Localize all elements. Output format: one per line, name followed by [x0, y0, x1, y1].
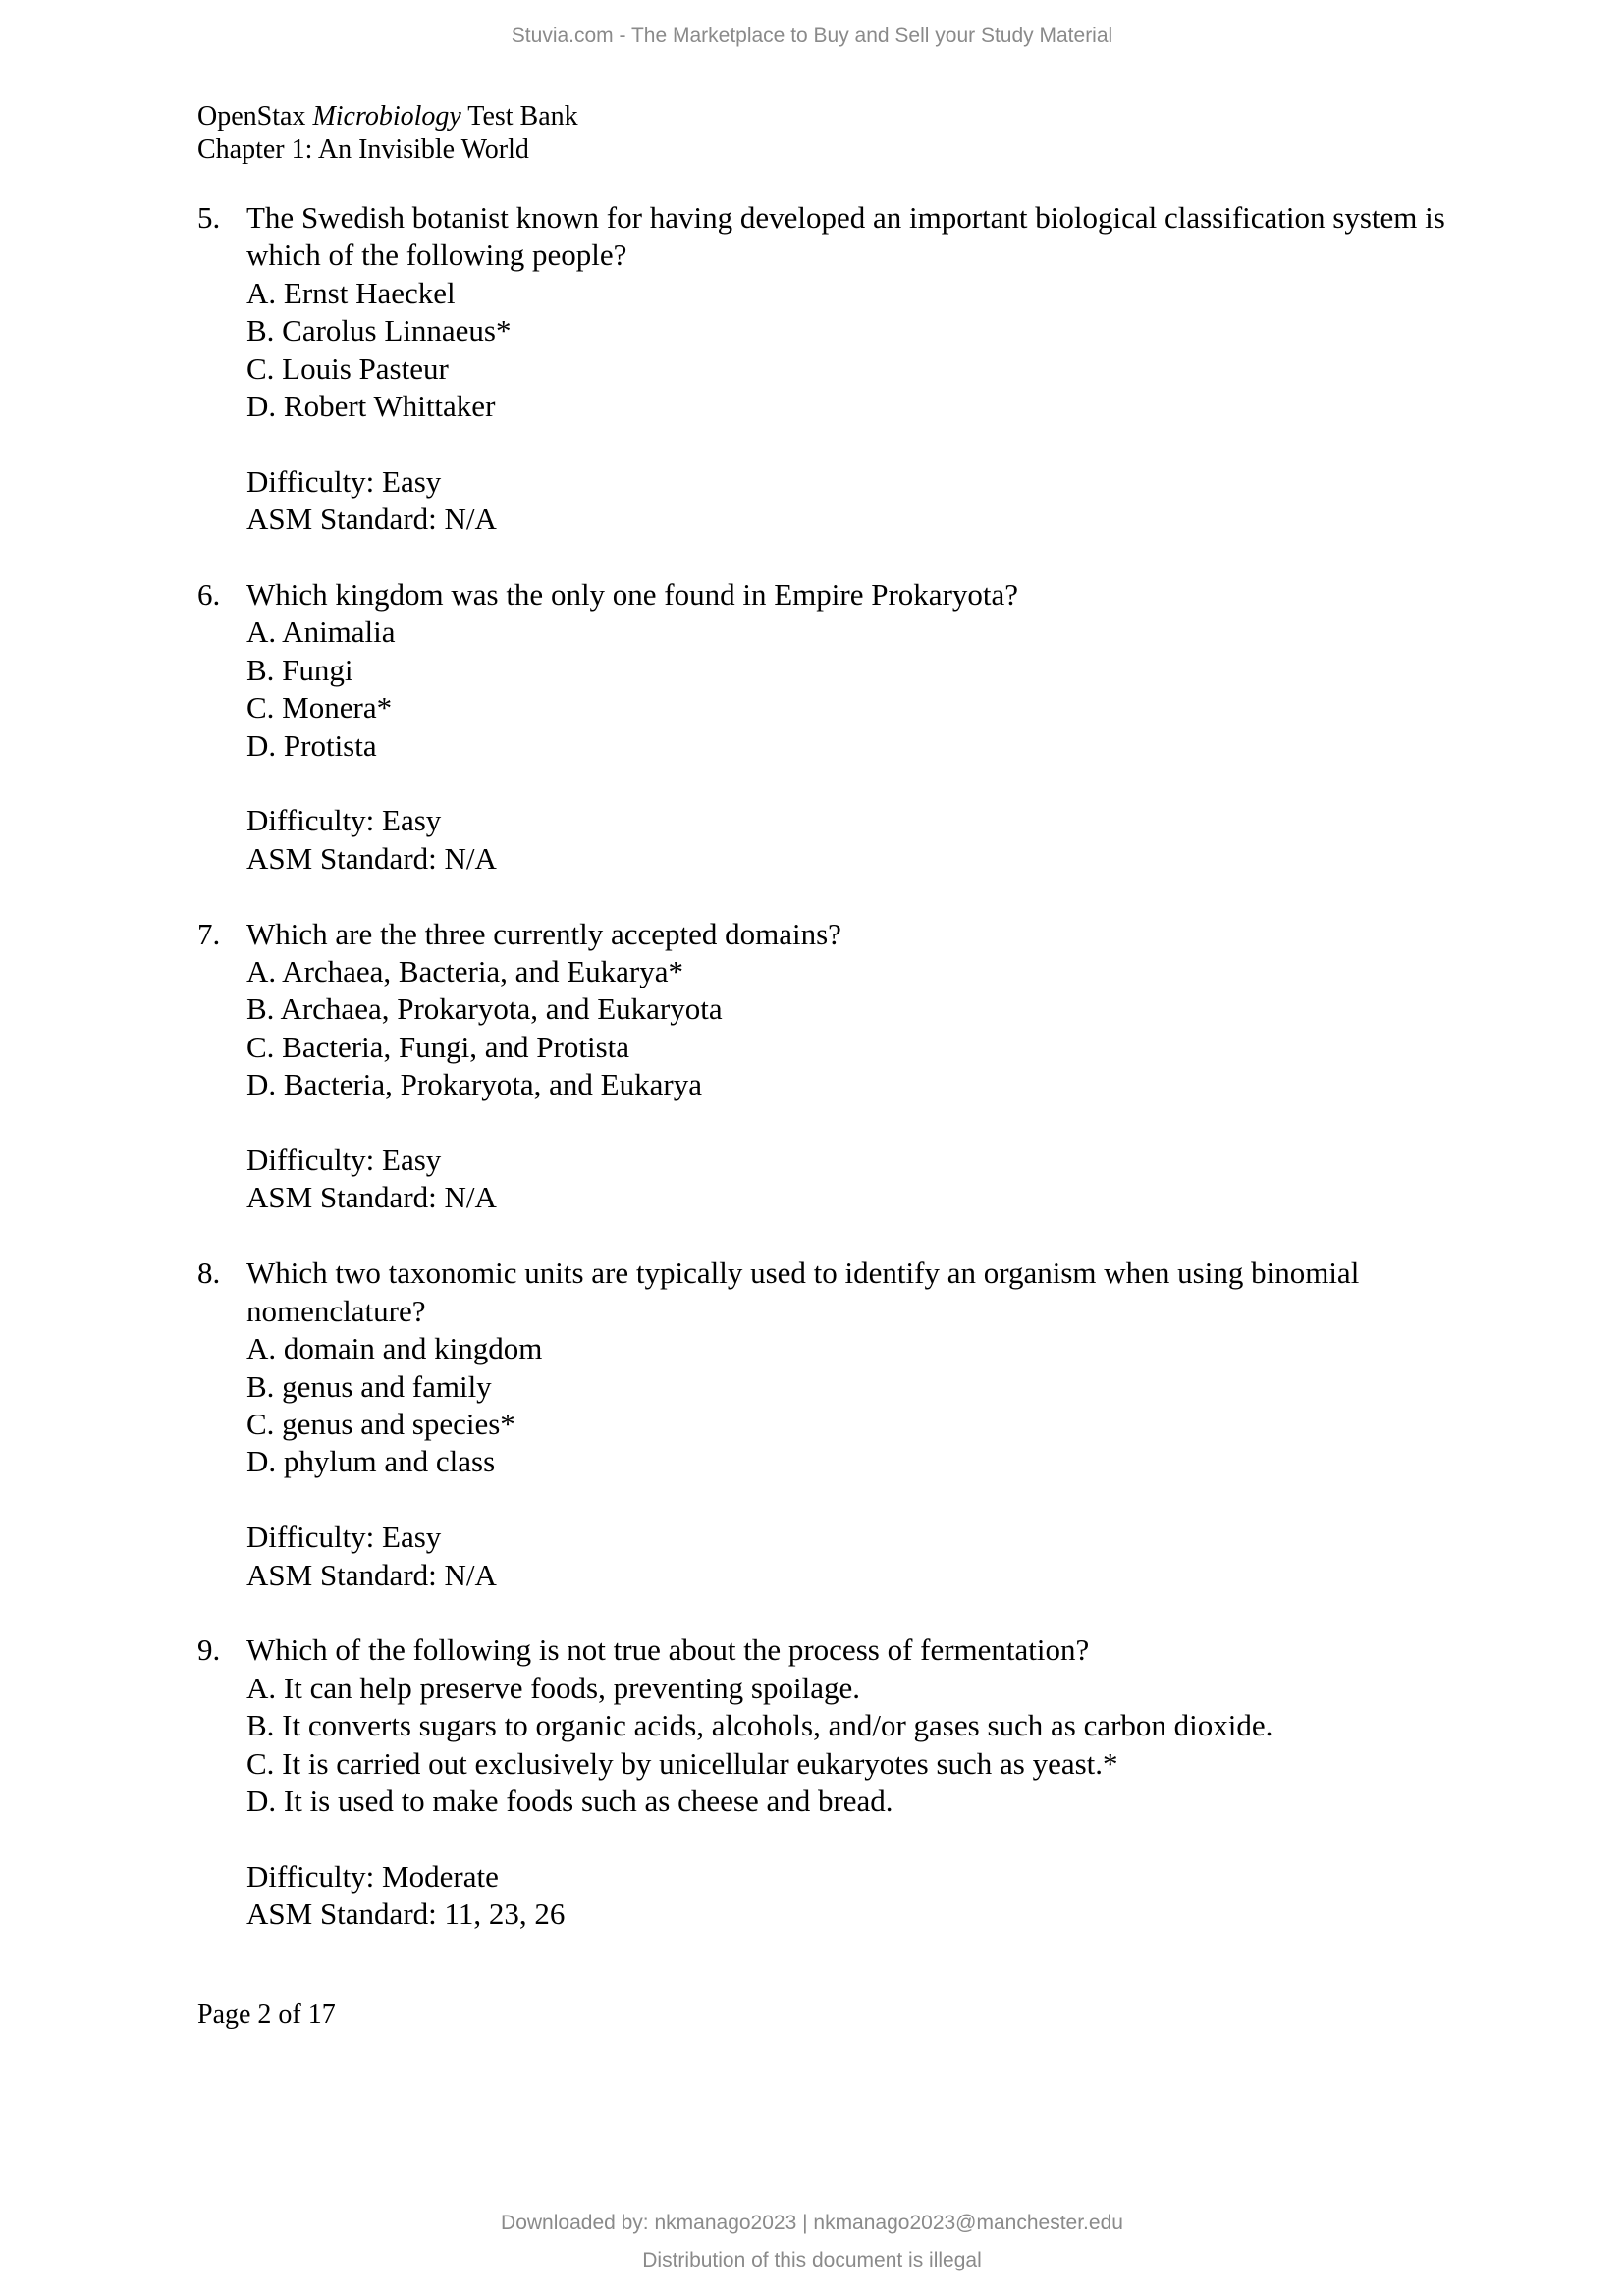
- question-meta: [246, 463, 1474, 539]
- question-text: Which of the following is not true about the process of fermentation?: [246, 1632, 1090, 1668]
- answer-option: D. Bacteria, Prokaryota, and Eukarya: [246, 1067, 702, 1102]
- answer-option-correct: C. genus and species*: [246, 1406, 515, 1441]
- title-prefix: OpenStax: [197, 101, 313, 132]
- asm-standard-label: ASM Standard: 11, 23, 26: [246, 1896, 566, 1932]
- question-list: [197, 199, 1474, 1971]
- answer-option-correct: B. Carolus Linnaeus*: [246, 313, 512, 348]
- difficulty-label: Difficulty: Moderate: [246, 1858, 499, 1894]
- difficulty-label: Difficulty: Easy: [246, 1520, 442, 1555]
- page-number: Page 2 of 17: [197, 2000, 336, 2030]
- answer-option: D. phylum and class: [246, 1444, 496, 1479]
- question-meta: [246, 1519, 1474, 1594]
- answer-option-correct: C. Monera*: [246, 690, 393, 725]
- answer-option: A. domain and kingdom: [246, 1331, 543, 1366]
- question-number: 6.: [197, 577, 221, 613]
- question-number: 5.: [197, 200, 221, 235]
- answer-options: [246, 614, 1474, 765]
- answer-options: [246, 953, 1474, 1104]
- title-suffix: Test Bank: [460, 101, 578, 132]
- question-meta: [246, 1858, 1474, 1934]
- answer-option: A. Animalia: [246, 614, 396, 650]
- answer-option: A. Ernst Haeckel: [246, 275, 456, 310]
- answer-option: B. genus and family: [246, 1368, 492, 1404]
- document-header: [197, 100, 578, 167]
- question-number: 7.: [197, 916, 221, 951]
- question-item: [197, 199, 1474, 539]
- question-text: The Swedish botanist known for having developed an important biological classification system is which of the following people?: [246, 200, 1445, 273]
- asm-standard-label: ASM Standard: N/A: [246, 502, 497, 537]
- answer-option: C. Louis Pasteur: [246, 350, 449, 386]
- question-number: 8.: [197, 1255, 221, 1291]
- question-meta: [246, 1142, 1474, 1217]
- download-info-watermark: Downloaded by: nkmanago2023 | nkmanago2023@manchester.edu: [501, 2212, 1123, 2234]
- question-text: Which are the three currently accepted domains?: [246, 916, 841, 951]
- question-item: [197, 916, 1474, 1217]
- answer-options: [246, 275, 1474, 426]
- answer-option: B. It converts sugars to organic acids, alcohols, and/or gases such as carbon dioxide.: [246, 1708, 1273, 1743]
- question-item: [197, 1631, 1474, 1933]
- question-meta: [246, 802, 1474, 878]
- answer-option: C. Bacteria, Fungi, and Protista: [246, 1029, 630, 1064]
- distribution-notice-watermark: Distribution of this document is illegal: [642, 2249, 982, 2271]
- question-item: [197, 1255, 1474, 1594]
- test-bank-title: [197, 100, 578, 133]
- answer-option: A. It can help preserve foods, preventing spoilage.: [246, 1670, 860, 1705]
- asm-standard-label: ASM Standard: N/A: [246, 1180, 497, 1215]
- answer-option: D. It is used to make foods such as cheese and bread.: [246, 1783, 893, 1818]
- question-text: Which kingdom was the only one found in Empire Prokaryota?: [246, 577, 1019, 613]
- question-number: 9.: [197, 1632, 221, 1668]
- difficulty-label: Difficulty: Easy: [246, 1143, 442, 1178]
- answer-option: B. Archaea, Prokaryota, and Eukaryota: [246, 991, 723, 1027]
- answer-option-correct: C. It is carried out exclusively by unicellular eukaryotes such as yeast.*: [246, 1745, 1118, 1781]
- answer-option-correct: A. Archaea, Bacteria, and Eukarya*: [246, 954, 683, 989]
- asm-standard-label: ASM Standard: N/A: [246, 1557, 497, 1592]
- asm-standard-label: ASM Standard: N/A: [246, 840, 497, 876]
- difficulty-label: Difficulty: Easy: [246, 463, 442, 499]
- answer-options: [246, 1670, 1474, 1821]
- answer-option: D. Protista: [246, 727, 377, 763]
- answer-option: B. Fungi: [246, 652, 353, 687]
- chapter-title: Chapter 1: An Invisible World: [197, 134, 529, 165]
- answer-option: D. Robert Whittaker: [246, 389, 496, 424]
- stuvia-watermark-top: Stuvia.com - The Marketplace to Buy and Sell your Study Material: [511, 25, 1113, 47]
- title-italic-book-name: Microbiology: [312, 101, 461, 132]
- question-item: [197, 576, 1474, 878]
- question-text: Which two taxonomic units are typically used to identify an organism when using binomial nomenclature?: [246, 1255, 1360, 1328]
- answer-options: [246, 1330, 1474, 1481]
- difficulty-label: Difficulty: Easy: [246, 803, 442, 838]
